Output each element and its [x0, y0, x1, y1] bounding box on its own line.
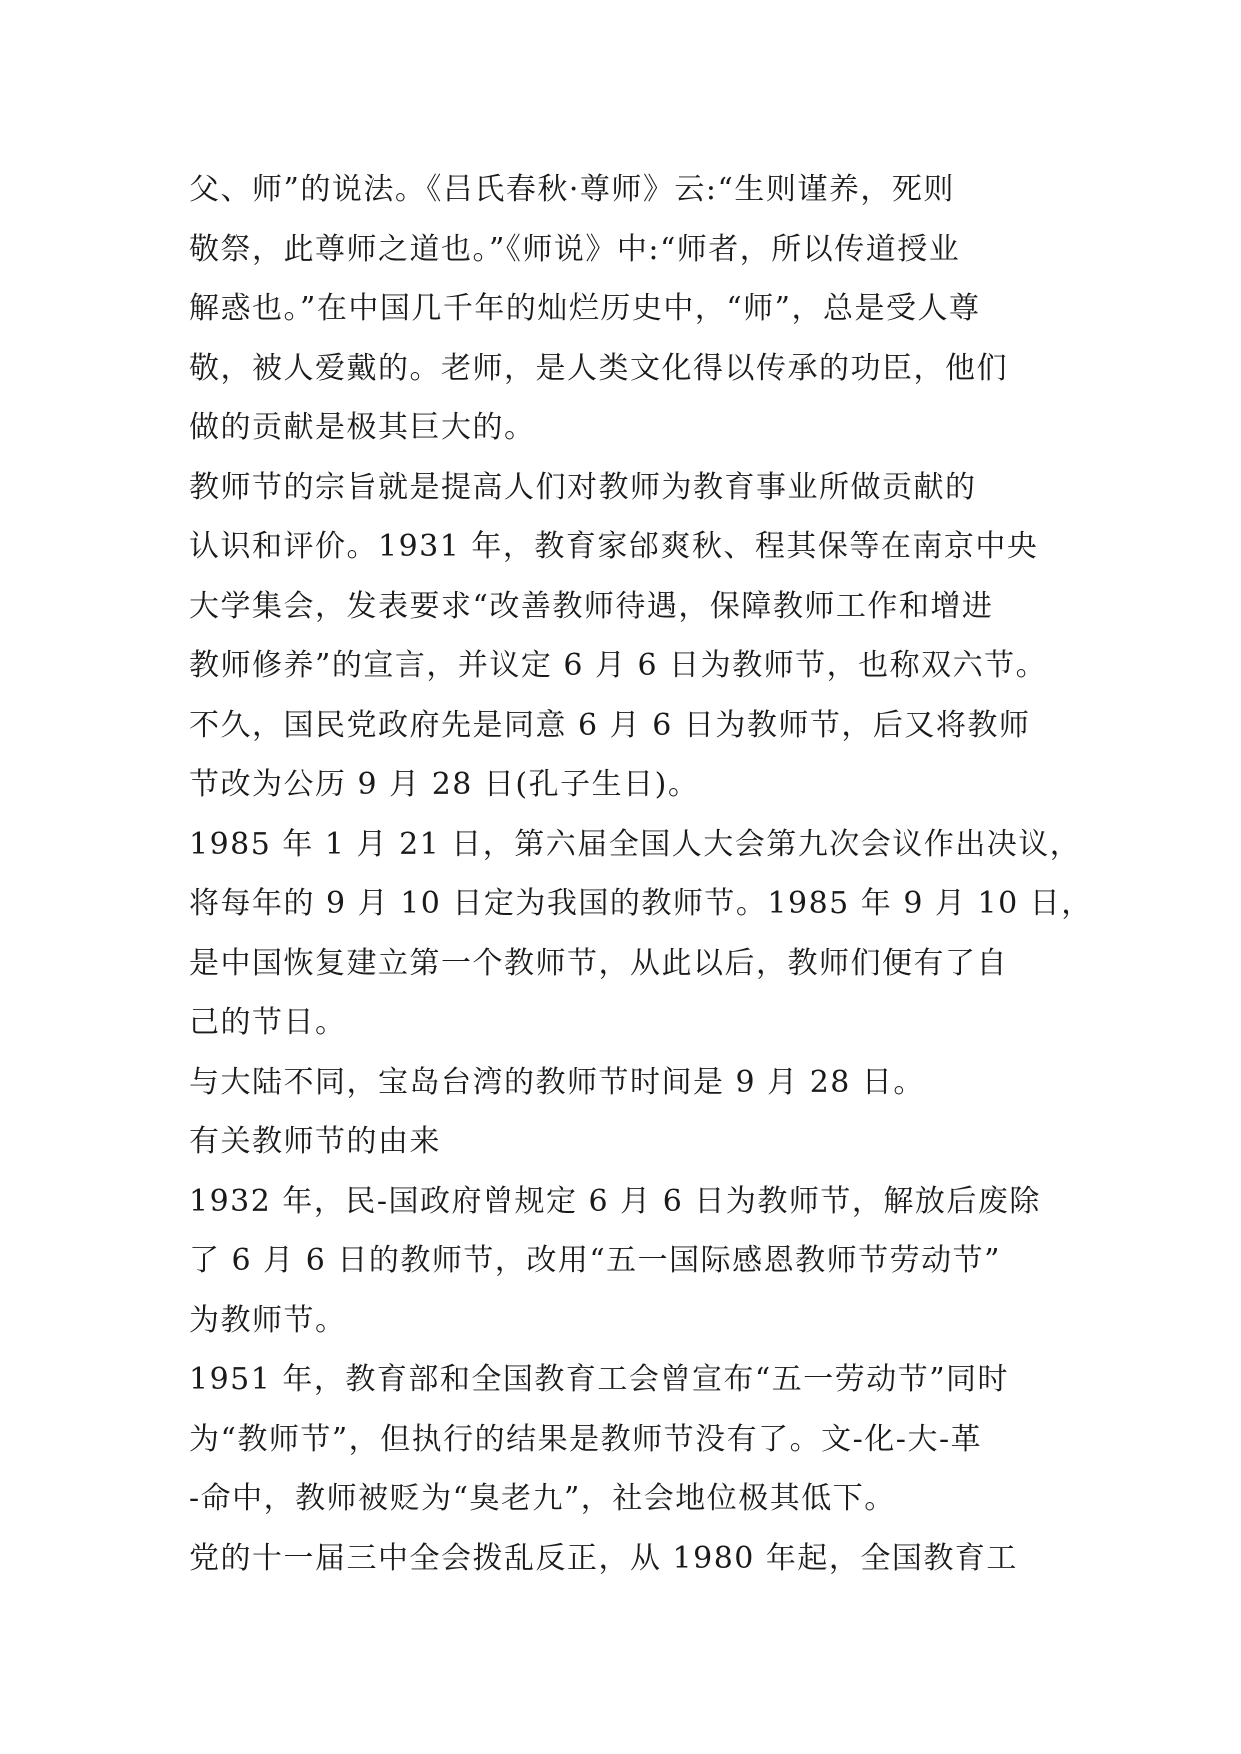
text-line: 不久，国民党政府先是同意 6 月 6 日为教师节，后又将教师: [189, 707, 1031, 743]
text-line: 节改为公历 9 月 28 日(孔子生日)。: [189, 767, 700, 802]
text-line: 1951 年，教育部和全国教育工会曾宣布“五一劳动节”同时: [189, 1362, 1010, 1397]
text-line: 与大陆不同，宝岛台湾的教师节时间是 9 月 28 日。: [189, 1064, 925, 1100]
text-line: 教师节的宗旨就是提高人们对教师为教育事业所做贡献的: [189, 469, 977, 505]
text-line: 认识和评价。1931 年，教育家邰爽秋、程其保等在南京中央: [189, 529, 1039, 564]
text-line: 敬祭，此尊师之道也。”《师说》中:“师者，所以传道授业: [189, 231, 961, 267]
section-heading: 有关教师节的由来: [189, 1124, 441, 1159]
text-line: 父、师”的说法。《吕氏春秋·尊师》云:“生则谨养，死则: [189, 172, 955, 207]
text-line: 教师修养”的宣言，并议定 6 月 6 日为教师节，也称双六节。: [189, 648, 1048, 683]
text-line: 是中国恢复建立第一个教师节，从此以后，教师们便有了自: [189, 945, 1008, 981]
text-line: 1985 年 1 月 21 日，第六届全国人大会第九次会议作出决议，: [189, 826, 1082, 862]
text-line: 敬，被人爱戴的。老师，是人类文化得以传承的功臣，他们: [189, 350, 1008, 386]
text-line: 己的节日。: [189, 1005, 347, 1040]
text-line: 党的十一届三中全会拨乱反正，从 1980 年起，全国教育工: [189, 1540, 1018, 1576]
text-line: 做的贡献是极其巨大的。: [189, 410, 536, 445]
text-line: 为教师节。: [189, 1302, 347, 1338]
text-line: -命中，教师被贬为“臭老九”，社会地位极其低下。: [189, 1481, 896, 1516]
text-line: 为“教师节”，但执行的结果是教师节没有了。文-化-大-革: [189, 1421, 983, 1457]
text-line: 了 6 月 6 日的教师节，改用“五一国际感恩教师节劳动节”: [189, 1243, 1001, 1278]
text-line: 将每年的 9 月 10 日定为我国的教师节。1985 年 9 月 10 日，: [189, 886, 1093, 921]
text-line: 大学集会，发表要求“改善教师待遇，保障教师工作和增进: [189, 588, 994, 624]
document-body: [189, 160, 1093, 1588]
text-line: 解惑也。”在中国几千年的灿烂历史中，“师”，总是受人尊: [189, 291, 981, 326]
text-line: 1932 年，民-国政府曾规定 6 月 6 日为教师节，解放后废除: [189, 1183, 1041, 1219]
